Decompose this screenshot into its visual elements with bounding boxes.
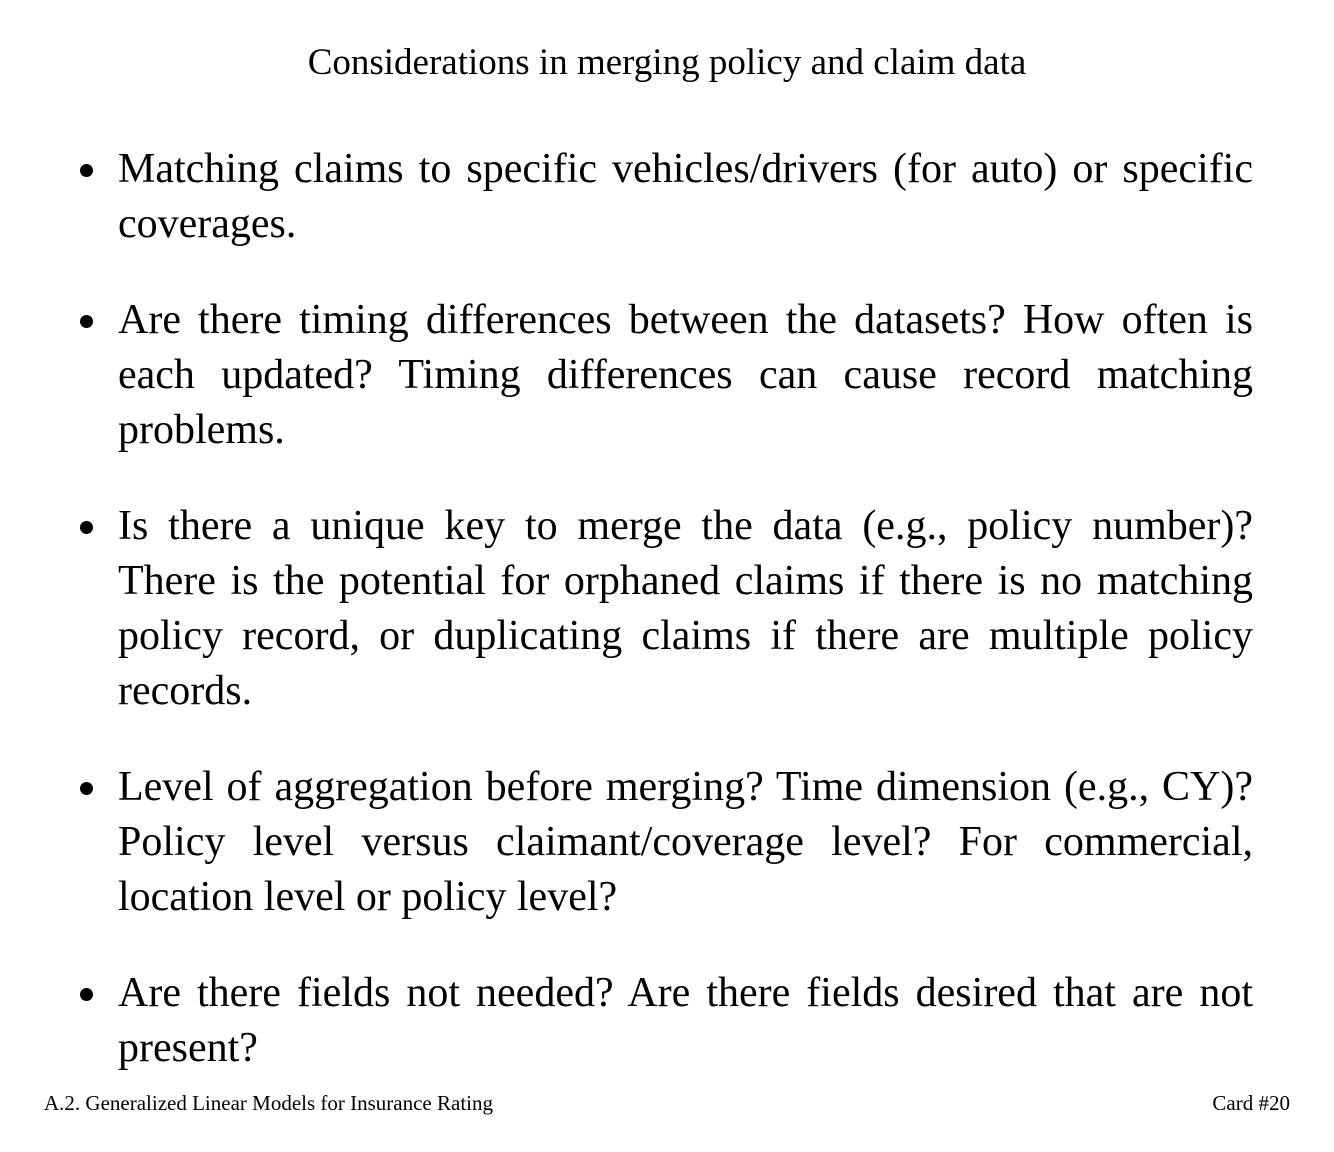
card-title: Considerations in merging policy and claim data [307, 42, 1027, 83]
bullet-item-timing-differences [72, 293, 1253, 458]
bullet-item-aggregation-level [72, 760, 1253, 925]
bullet-item-unique-key [72, 499, 1253, 719]
bullet-dot-icon [80, 782, 93, 795]
footer-section-label: A.2. Generalized Linear Models for Insurance Rating [44, 1091, 493, 1115]
bullet-text: Matching claims to specific vehicles/drivers (for auto) or specific coverages. [118, 146, 1253, 247]
bullet-item-matching-claims [72, 142, 1253, 252]
footer-card-number: Card #20 [1212, 1091, 1290, 1115]
bullet-item-fields [72, 966, 1253, 1076]
bullet-dot-icon [80, 988, 93, 1001]
bullet-text: Are there timing differences between the datasets? How often is each updated? Timing differences can cause record matching problems. [118, 297, 1253, 453]
bullet-dot-icon [80, 315, 93, 328]
bullet-dot-icon [80, 164, 93, 177]
bullet-dot-icon [80, 521, 93, 534]
bullet-text: Is there a unique key to merge the data (e.g., policy number)? There is the potential for orphaned claims if there is no matching policy record, or duplicating claims if there are multiple policy records. [118, 503, 1253, 714]
bullet-list [72, 142, 1253, 1076]
bullet-text: Level of aggregation before merging? Time dimension (e.g., CY)? Policy level versus claimant/coverage level? For commercial, location level or policy level? [118, 764, 1253, 920]
bullet-text: Are there fields not needed? Are there fields desired that are not present? [118, 970, 1253, 1071]
